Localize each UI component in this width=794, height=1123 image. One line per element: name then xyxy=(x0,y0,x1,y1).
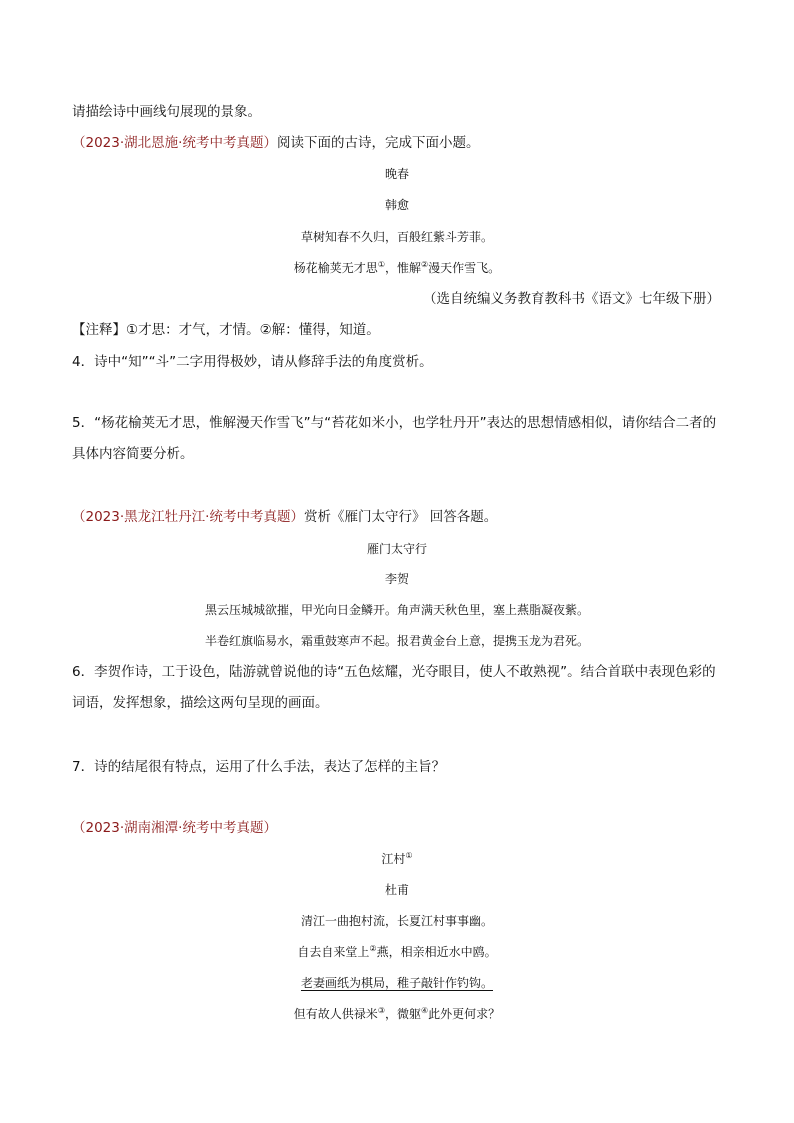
footnote-marker: ② xyxy=(369,944,377,953)
section2-header xyxy=(72,507,722,527)
section1-notes: 【注释】①才思：才气，才情。②解：懂得，知道。 xyxy=(72,322,380,338)
section2-source: （2023·黑龙江牡丹江·统考中考真题） xyxy=(72,509,304,525)
section1-source: （2023·湖北恩施·统考中考真题） xyxy=(72,135,277,151)
section1-citation: （选自统编义务教育教科书《语文》七年级下册） xyxy=(423,291,720,307)
poem-text: 此外更何求？ xyxy=(428,1007,501,1021)
section3-header xyxy=(72,818,722,838)
section2-poem-line2: 半卷红旗临易水，霜重鼓寒声不起。报君黄金台上意，提携玉龙为君死。 xyxy=(204,634,589,648)
section1-poem-line2 xyxy=(72,259,722,277)
section3-poem-line3 xyxy=(72,974,722,992)
footnote-marker: ③ xyxy=(377,1006,385,1015)
section3-poem-line2 xyxy=(72,943,722,961)
section2-poem-line1: 黑云压城城欲摧，甲光向日金鳞开。角声满天秋色里，塞上燕脂凝夜紫。 xyxy=(204,603,589,617)
footnote-marker: ④ xyxy=(421,1006,429,1015)
poem-text: 杨花榆荚无才思 xyxy=(293,261,378,275)
question-6: 6．李贺作诗，工于设色，陆游就曾说他的诗“五色炫耀，光夺眼目，使人不敢熟视”。结合首联中表现色彩的词语，发挥想象，描绘这两句呈现的画面。 xyxy=(72,664,716,711)
poem-text: ，微躯 xyxy=(384,1007,421,1021)
section1-poem-line1: 草树知春不久归，百般红紫斗芳菲。 xyxy=(300,230,493,244)
intro-prompt: 请描绘诗中画线句展现的景象。 xyxy=(72,104,261,120)
poem-title-text: 江村 xyxy=(381,852,406,866)
question-7: 7．诗的结尾很有特点，运用了什么手法，表达了怎样的主旨？ xyxy=(72,759,446,775)
section1-poem-title: 晚春 xyxy=(384,167,409,181)
question-5: 5．“杨花榆荚无才思，惟解漫天作雪飞”与“苔花如米小，也学牡丹开”表达的思想情感相似，请你结合二者的具体内容简要分析。 xyxy=(72,415,717,462)
section3-source: （2023·湖南湘潭·统考中考真题） xyxy=(72,820,277,836)
poem-text: ，惟解 xyxy=(384,261,421,275)
section3-poem-line1: 清江一曲抱村流，长夏江村事事幽。 xyxy=(300,914,493,928)
section3-poem-line4 xyxy=(72,1005,722,1023)
question-4: 4．诗中“知”“斗”二字用得极妙，请从修辞手法的角度赏析。 xyxy=(72,354,433,370)
underlined-poem-line: 老妻画纸为棋局，稚子敲针作钓钩。 xyxy=(300,976,493,990)
poem-text: 但有故人供禄米 xyxy=(293,1007,378,1021)
poem-text: 自去自来堂上 xyxy=(297,945,370,959)
poem-text: 燕，相亲相近水中鸥。 xyxy=(376,945,497,959)
section2-poem-author: 李贺 xyxy=(384,572,409,586)
section2-instruction: 赏析《雁门太守行》 回答各题。 xyxy=(303,509,498,525)
footnote-marker: ② xyxy=(421,260,429,269)
footnote-marker: ① xyxy=(405,851,413,860)
section1-header xyxy=(72,133,722,153)
poem-text: 漫天作雪飞。 xyxy=(428,261,501,275)
section3-poem-author: 杜甫 xyxy=(384,883,409,897)
section1-instruction: 阅读下面的古诗，完成下面小题。 xyxy=(276,135,480,151)
footnote-marker: ① xyxy=(377,260,385,269)
section2-poem-title: 雁门太守行 xyxy=(366,542,427,556)
section3-poem-title xyxy=(72,850,722,868)
section1-poem-author: 韩愈 xyxy=(384,198,409,212)
